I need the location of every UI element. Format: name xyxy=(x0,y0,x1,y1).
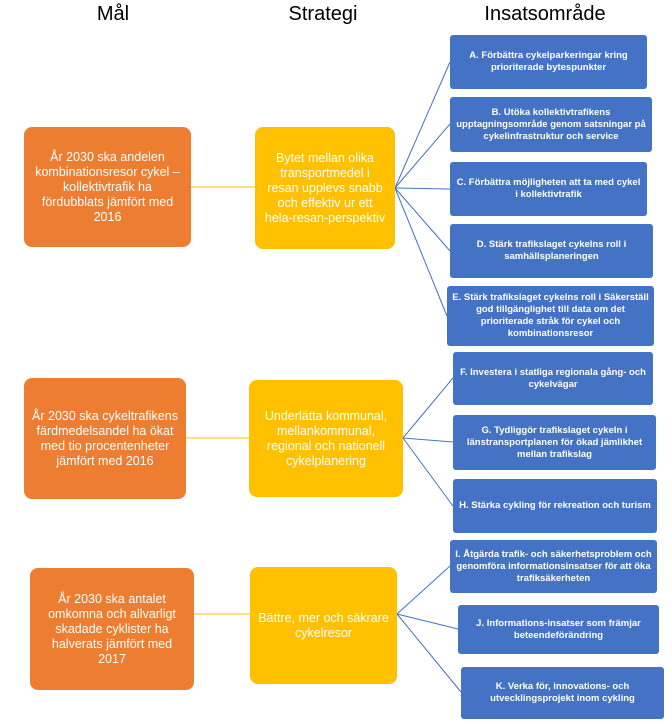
action-box-a: A. Förbättra cykelparkeringar kring prioriterade bytespunkter xyxy=(450,35,647,89)
strategy-action-connector-g xyxy=(403,438,453,442)
header-strategi: Strategi xyxy=(288,3,358,25)
strategy-box-3: Bättre, mer och säkrare cykelresor xyxy=(250,567,397,684)
strategy-action-connector-d xyxy=(395,188,450,251)
action-box-e: E. Stärk trafikslaget cykelns roll i Säkerställ god tillgänglighet till data om det prioriterade stråk för cykel och kombinationsresor xyxy=(447,286,654,346)
strategy-action-connector-b xyxy=(395,124,450,188)
goal-box-1: År 2030 ska andelen kombinationsresor cykel – kollektivtrafik ha fördubblats jämfört med 2016 xyxy=(24,127,191,247)
strategy-action-connector-k xyxy=(397,614,461,692)
action-box-c: C. Förbättra möjligheten att ta med cykel i kollektivtrafik xyxy=(450,162,647,216)
action-box-f: F. Investera i statliga regionala gång- och cykelvägar xyxy=(453,352,653,405)
strategy-action-connector-f xyxy=(403,378,453,438)
action-box-k: K. Verka för, innovations- och utvecklingsprojekt inom cykling xyxy=(461,667,664,719)
strategy-action-connector-j xyxy=(397,614,458,629)
strategy-action-connector-e xyxy=(395,188,447,316)
strategy-box-1: Bytet mellan olika transportmedel i resan upplevs snabb och effektiv ur ett hela-resan-perspektiv xyxy=(255,127,395,249)
strategy-action-connector-c xyxy=(395,188,450,189)
goal-box-3: År 2030 ska antalet omkomna och allvarligt skadade cyklister ha halverats jämfört med 2017 xyxy=(30,568,194,690)
action-box-g: G. Tydliggör trafikslaget cykeln i länstransportplanen för ökad jämlikhet mellan trafikslag xyxy=(453,415,656,470)
goal-box-2: År 2030 ska cykeltrafikens färdmedelsandel ha ökat med tio procentenheter jämfört med 2016 xyxy=(24,378,186,499)
strategy-action-connector-i xyxy=(397,566,450,614)
strategy-action-connector-a xyxy=(395,62,450,188)
header-insatsomrade: Insatsområde xyxy=(484,3,606,25)
strategy-action-connector-h xyxy=(403,438,453,506)
strategy-box-2: Underlätta kommunal, mellankommunal, regional och nationell cykelplanering xyxy=(249,380,403,497)
header-mal: Mål xyxy=(96,3,130,25)
action-box-d: D. Stärk trafikslaget cykelns roll i samhällsplaneringen xyxy=(450,224,653,278)
action-box-j: J. Informations-insatser som främjar beteendeförändring xyxy=(458,605,659,654)
action-box-i: I. Åtgärda trafik- och säkerhetsproblem och genomföra informationsinsatser för att öka trafiksäkerheten xyxy=(450,540,657,593)
action-box-h: H. Stärka cykling för rekreation och turism xyxy=(453,479,657,533)
action-box-b: B. Utöka kollektivtrafikens upptagningsområde genom satsningar på cykelinfrastruktur och service xyxy=(450,97,652,152)
